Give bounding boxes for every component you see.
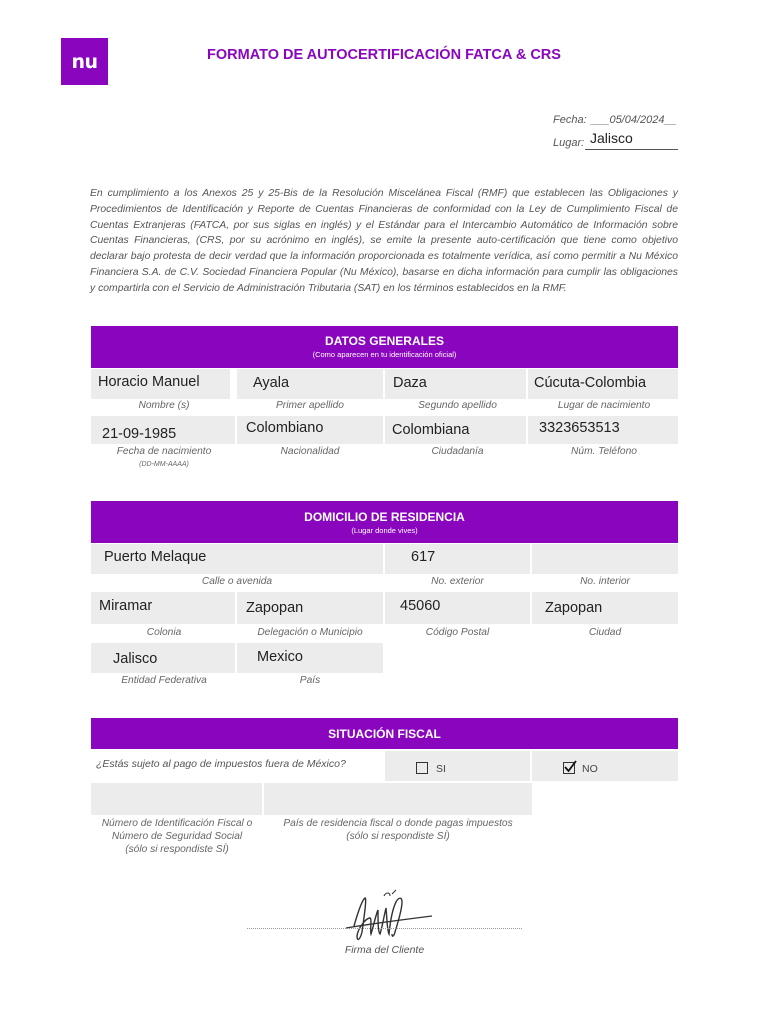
checkmark-icon xyxy=(563,760,577,774)
datos-generales-header xyxy=(91,326,678,368)
lugar-nacimiento-value: Cúcuta-Colombia xyxy=(534,375,647,391)
intro-paragraph: En cumplimiento a los Anexos 25 y 25-Bis de la Resolución Miscelánea Fiscal (RMF) que establecen las Obligaciones y Procedimientos de Identificación y Reporte de Cuentas Financieras de conformidad con la Ley de Cumplimiento Fiscal de Cuentas Extranjeras (FATCA, por sus siglas en inglés) y el Estándar para el Intercambio Automático de Información sobre Cuentas Financieras, (CRS, por su acrónimo en inglés), se emite la presente auto-certificación que tiene como objetivo declarar bajo protesta de decir verdad que la información proporcionada es totalmente verídica, así como permitir a Nu México Financiera S.A. de C.V. Sociedad Financiera Popular (Nu México), basarse en dicha información para cumplir las obligaciones y compartirla con el Servicio de Administración Tributaria (SAT) en los términos establecidos en la RMF. xyxy=(90,188,678,294)
no-exterior-label: No. exterior xyxy=(431,576,484,587)
fecha-nacimiento-label: Fecha de nacimiento xyxy=(116,446,212,457)
impuestos-question: ¿Estás sujeto al pago de impuestos fuera de México? xyxy=(96,758,346,770)
fecha-label: Fecha: xyxy=(553,114,587,126)
entidad-label: Entidad Federativa xyxy=(121,675,207,686)
client-signature xyxy=(340,888,440,948)
pais-label: País xyxy=(299,675,321,686)
lugar-label: Lugar: xyxy=(553,137,585,149)
domicilio-title: DOMICILIO DE RESIDENCIA xyxy=(304,510,465,524)
segundo-apellido-label: Segundo apellido xyxy=(418,400,497,411)
nif-label-line-1: Número de Identificación Fiscal o xyxy=(101,818,253,829)
fecha-row xyxy=(553,110,677,128)
ciudadania-value: Colombiana xyxy=(392,422,470,438)
nacionalidad-label: Nacionalidad xyxy=(280,446,340,457)
domicilio-header xyxy=(91,501,678,543)
si-label: SI xyxy=(436,763,446,775)
pais-residencia-label xyxy=(264,817,532,843)
pais-residencia-label-line-1: País de residencia fiscal o donde pagas impuestos xyxy=(283,818,513,829)
datos-generales-subtitle: (Como aparecen en tu identificación oficial) xyxy=(312,350,457,359)
ciudadania-label: Ciudadanía xyxy=(431,446,484,457)
nif-label-line-3: (sólo si respondiste SÍ) xyxy=(125,844,229,855)
option-no-cell[interactable] xyxy=(532,751,678,781)
nombre-label: Nombre (s) xyxy=(138,400,190,411)
no-label: NO xyxy=(582,763,598,775)
colonia-label: Colonia xyxy=(146,627,182,638)
signature-line xyxy=(247,928,522,929)
no-interior-field[interactable] xyxy=(532,544,678,574)
fecha-value: ___05/04/2024__ xyxy=(591,114,677,126)
lugar-nacimiento-label: Lugar de nacimiento xyxy=(557,400,651,411)
colonia-value: Miramar xyxy=(99,598,153,614)
situacion-fiscal-header xyxy=(91,718,678,749)
codigo-postal-value: 45060 xyxy=(400,598,441,614)
nombre-value: Horacio Manuel xyxy=(98,374,200,390)
page-title: FORMATO DE AUTOCERTIFICACIÓN FATCA & CRS xyxy=(207,47,561,63)
logo-text: nu xyxy=(71,50,98,73)
calle-value: Puerto Melaque xyxy=(104,549,207,565)
lugar-underline xyxy=(585,149,678,150)
no-interior-label: No. interior xyxy=(580,576,630,587)
no-exterior-field[interactable] xyxy=(385,544,530,574)
delegacion-label: Delegación o Municipio xyxy=(257,627,363,638)
signature-label: Firma del Cliente xyxy=(344,944,425,956)
situacion-fiscal-title: SITUACIÓN FISCAL xyxy=(328,727,441,741)
datos-generales-title: DATOS GENERALES xyxy=(325,334,444,348)
no-checkbox[interactable] xyxy=(563,762,575,774)
ciudad-value: Zapopan xyxy=(545,600,603,616)
entidad-value: Jalisco xyxy=(113,651,158,667)
option-si-cell[interactable] xyxy=(385,751,530,781)
no-exterior-value: 617 xyxy=(411,549,436,565)
ciudad-label: Ciudad xyxy=(588,627,622,638)
calle-label: Calle o avenida xyxy=(201,576,273,587)
pais-residencia-label-line-2: (sólo si respondiste SÍ) xyxy=(346,831,450,842)
nacionalidad-value: Colombiano xyxy=(246,420,324,436)
segundo-apellido-value: Daza xyxy=(393,375,427,391)
delegacion-value: Zapopan xyxy=(246,600,304,616)
nif-label xyxy=(88,817,266,856)
fecha-nacimiento-value: 21-09-1985 xyxy=(102,426,177,442)
nif-label-line-2: Número de Seguridad Social xyxy=(111,831,243,842)
telefono-label: Núm. Teléfono xyxy=(571,446,637,457)
primer-apellido-label: Primer apellido xyxy=(276,400,344,411)
telefono-value: 3323653513 xyxy=(539,420,620,436)
fecha-formato-label: (DD-MM-AAAA) xyxy=(139,461,189,468)
domicilio-subtitle: (Lugar donde vives) xyxy=(351,526,418,535)
pais-value: Mexico xyxy=(257,649,303,665)
primer-apellido-value: Ayala xyxy=(253,375,290,391)
nif-field[interactable] xyxy=(91,783,262,815)
codigo-postal-label: Código Postal xyxy=(425,627,490,638)
si-checkbox[interactable] xyxy=(416,762,428,774)
lugar-value: Jalisco xyxy=(590,130,633,146)
pais-residencia-fiscal-field[interactable] xyxy=(264,783,532,815)
